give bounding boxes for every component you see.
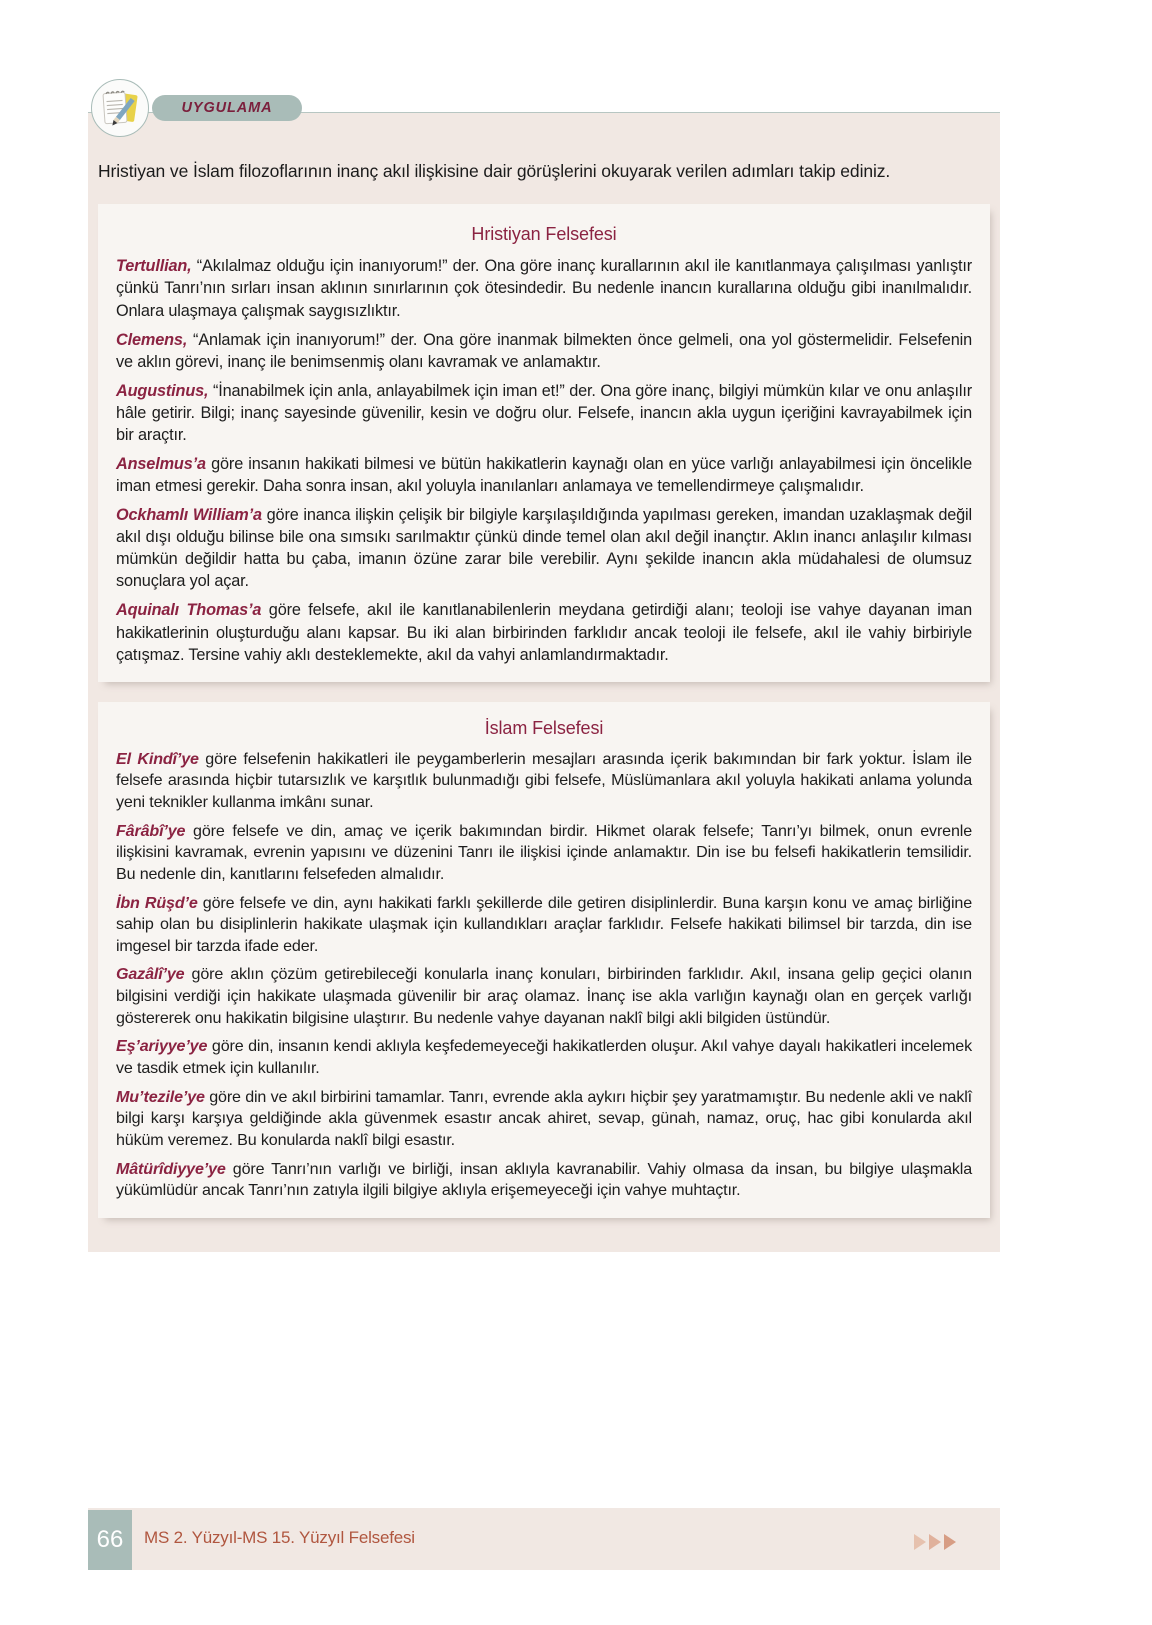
chapter-title: MS 2. Yüzyıl-MS 15. Yüzyıl Felsefesi [144,1528,415,1547]
entry-text: göre din ve akıl birbirini tamamlar. Tanrı, evrende akla aykırı hiçbir şey yaratmamıştır. Bu nedenle akli ve naklî bilgi karşı karşıya geldiğinde akla güvenmek esastır ancak ahiret, sevap, günah, namaz, oruç, hac gibi konularda akıl hüküm veremez. Bu konularda naklî bilgi esastır. [116,1087,972,1149]
entry-text: göre felsefenin hakikatleri ile peygamberlerin mesajları arasında içerik bakımından bir fark yoktur. İslam ile felsefe arasında hiçbir tutarsızlık ve karşıtlık bulunmadığı gibi felsefe, Müslümanlara akıl yoluyla hakikati anlama yolunda yeni teknikler kullanma imkânı sunar. [116,749,972,811]
philosopher-name: Augustinus, [116,381,209,400]
islamic-philosophy-card [98,702,990,1218]
entry-paragraph [116,599,972,665]
entry-text: göre Tanrı’nın varlığı ve birliği, insan aklıyla kavranabilir. Vahiy olmasa da insan, bu bilgiye ulaşmakla yükümlüdür ancak Tanrı’nın zatıyla ilgili bilgiye aklıyla erişemeyeceği için vahye muhtaçtır. [116,1159,972,1200]
entry-text: göre din, insanın kendi aklıyla keşfedemeyeceği hakikatlerden oluşur. Akıl vahye dayalı hakikatleri incelemek ve tasdik etmek için kullanılır. [116,1037,972,1078]
arrow-1-icon [914,1534,926,1550]
entry-paragraph [116,255,972,321]
philosopher-name: Aquinalı Thomas’a [116,601,262,620]
entry-paragraph [116,1159,972,1202]
christian-philosophy-card [98,204,990,681]
entry-text: göre insanın hakikati bilmesi ve bütün hakikatlerin kaynağı olan en yüce varlığı anlayabilmesi için öncelikle iman etmesi gerekir. Daha sonra insan, akıl yoluyla inanılanları anlamaya ve temellendirmeye çalışmalıdır. [116,455,972,496]
entry-paragraph [116,893,972,958]
philosopher-name: Gazâlî’ye [116,965,185,984]
christian-card-title: Hristiyan Felsefesi [471,224,617,245]
philosopher-name: Anselmus’a [116,455,206,473]
entry-paragraph [116,1087,972,1152]
entry-text: “İnanabilmek için anla, anlayabilmek için iman et!” der. Ona göre inanç, bilgiyi mümkün kılar ve onu anlaşılır hâle getirir. Bilgi; inanç sayesinde güvenilir, kesin ve doğru olur. Felsefe, inancın akla uygun içeriğini kavrayabilmek için bir araçtır. [116,381,972,444]
page-number: 66 [88,1510,132,1570]
philosopher-name: İbn Rüşd’e [116,893,198,912]
arrow-2-icon [929,1534,941,1550]
philosopher-name: El Kindî’ye [116,749,199,768]
entry-paragraph [116,504,972,592]
entry-text: göre inanca ilişkin çelişik bir bilgiyle karşılaşıldığında yapılması gereken, imandan uzaklaşmak değil akıl dışı olduğu bilinse bile ona sımsıkı sarılmaktır çünkü dinde temel olan akıl değil inançtır. Aklın inancı anlaşılır kılması mümkün değildir hatta bu çaba, imanın özüne zarar bile verebilir. Aynı şekilde inancın akla müdahalesi de olumsuz sonuçlara yol açar. [116,506,972,591]
entry-paragraph [116,453,972,497]
page-footer [88,1508,1000,1578]
philosopher-name: Ockhamlı William’a [116,506,262,525]
philosopher-name: Clemens, [116,330,188,349]
entry-paragraph [116,329,972,373]
activity-badge: UYGULAMA [152,95,302,121]
philosopher-name: Fârâbî’ye [116,821,186,840]
entry-text: göre felsefe ve din, aynı hakikati farklı şekillerde dile getiren disiplinlerdir. Buna karşın konu ve amaç birliğine sahip olan bu disiplinlerin hakikate ulaşmak için kullandıkları araçlar farklıdır. Felsefe hakikati bilimsel bir tarzda, din ise imgesel bir tarzda ifade eder. [116,893,972,955]
philosopher-name: Mâtürîdiyye’ye [116,1159,226,1178]
triple-right-arrow-icon [914,1534,956,1550]
activity-panel [88,100,1000,1252]
notepad-pencil-icon [91,79,149,137]
entry-paragraph [116,964,972,1029]
entry-paragraph [116,749,972,814]
entry-text: “Anlamak için inanıyorum!” der. Ona göre inanmak bilmekten önce gelmeli, ona yol göstermelidir. Felsefenin ve aklın görevi, inanç ile benimsenmiş olanı kavramak ve anlamaktır. [116,330,972,371]
entry-text: göre felsefe, akıl ile kanıtlanabilenlerin meydana getirdiği alanı; teoloji ise vahye dayanan iman hakikatlerinin oluşturduğu alanı kapsar. Bu iki alan birbirinden farklıdır ancak teoloji ile felsefe, akıl ile vahiy birbiriyle çatışmaz. Tersine vahiy aklı desteklemekte, akıl da vahyi anlamlandırmaktadır. [116,601,972,664]
entry-paragraph [116,380,972,446]
entry-paragraph [116,821,972,886]
entry-text: “Akılalmaz olduğu için inanıyorum!” der. Ona göre inanç kurallarının akıl ile kanıtlanmaya çalışılması yanlıştır çünkü Tanrı’nın sırları insan aklının sınırlarının çok ötesindedir. Bu nedenle inancın kurallarına olduğu gibi inanılmalıdır. Onlara ulaşmaya çalışmak saygısızlıktır. [116,257,972,320]
entry-paragraph [116,1036,972,1079]
philosopher-name: Mu’tezile’ye [116,1087,205,1106]
entry-text: göre aklın çözüm getirebileceği konularla inanç konuları, birbirinden farklıdır. Akıl, insana gelip geçici olanın bilgisini verdiği için hakikate ulaşmada güvenilir bir araç olamaz. İnanç ise akla varlığın kaynağı olan en gerçek varlığı göstererek onu hakikatin bilgisine ulaştırır. Bu nedenle vahye dayanan naklî bilgi akli bilgiden üstündür. [116,965,972,1027]
arrow-3-icon [944,1534,956,1550]
islamic-card-title: İslam Felsefesi [484,717,604,738]
activity-instruction: Hristiyan ve İslam filozoflarının inanç akıl ilişkisine dair görüşlerini okuyarak verilen adımları takip ediniz. [98,161,891,181]
entry-text: göre felsefe ve din, amaç ve içerik bakımından birdir. Hikmet olarak felsefe; Tanrı’yı bilmek, onun evrenle ilişkisini kavramak, evrenin yapısını ve düzenini Tanrı ile ilişkisi içinde anlamaktır. Din ise bu felsefi hakikatlerin temsilidir. Bu nedenle din, kanıtlarını felsefeden almalıdır. [116,821,972,883]
philosopher-name: Eş’ariyye’ye [116,1037,208,1056]
philosopher-name: Tertullian, [116,257,192,276]
